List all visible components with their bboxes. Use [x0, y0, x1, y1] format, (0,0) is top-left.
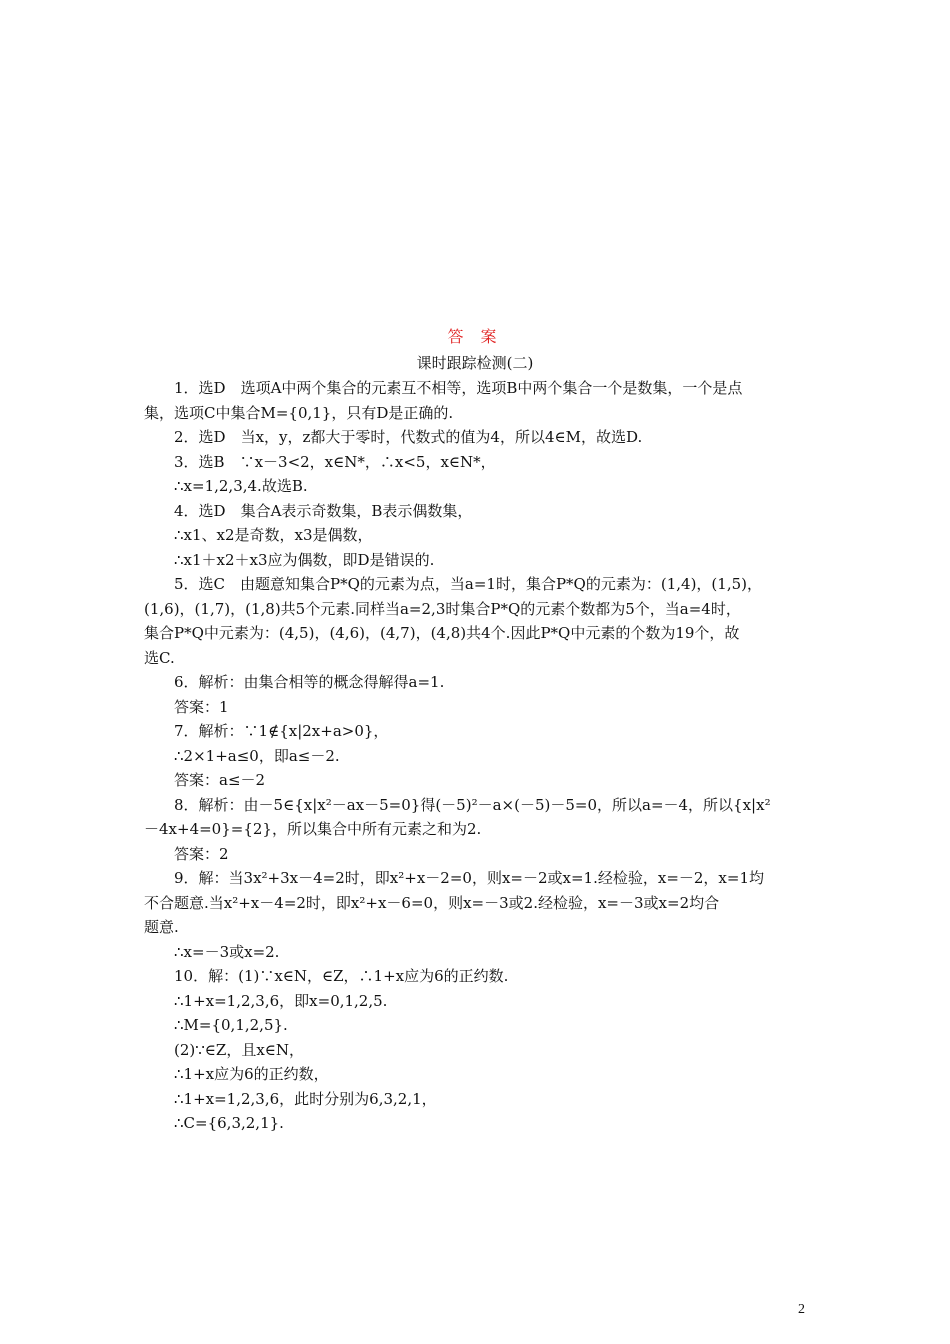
text-line: 2．选D 当x，y，z都大于零时，代数式的值为4，所以4∈M，故选D.	[174, 428, 643, 446]
text-line: ∴x1、x2是奇数，x3是偶数，	[174, 526, 373, 544]
text-line: 不合题意.当x²+x－4=2时，即x²+x－6=0，则x=－3或2.经检验，x=－3或x=2均合	[144, 893, 720, 912]
text-line: (1,6)，(1,7)，(1,8)共5个元素.同样当a=2,3时集合P*Q的元素个数都为5个，当a=4时，	[144, 599, 741, 618]
text-line: 6．解析：由集合相等的概念得解得a=1.	[174, 673, 445, 691]
text-line: ∴x=1,2,3,4.故选B.	[174, 477, 308, 495]
text-line: 5．选C 由题意知集合P*Q的元素为点，当a=1时，集合P*Q的元素为：(1,4)，(1,5)，	[174, 575, 762, 593]
text-line: 9．解：当3x²+3x－4=2时，即x²+x－2=0，则x=－2或x=1.经检验，x=－2，x=1均	[174, 869, 764, 887]
text-line: ∴x=－3或x=2.	[174, 942, 280, 961]
text-line: 题意.	[144, 918, 179, 936]
text-line: ∴1+x应为6的正约数，	[174, 1065, 329, 1083]
text-line: ∴x1＋x2＋x3应为偶数，即D是错误的.	[174, 550, 435, 569]
text-line: ∴1+x=1,2,3,6，此时分别为6,3,2,1，	[174, 1089, 437, 1108]
text-line: 集合P*Q中元素为：(4,5)，(4,6)，(4,7)，(4,8)共4个.因此P*Q中元素的个数为19个，故	[144, 624, 740, 642]
text-line: 3．选B ∵x－3<2，x∈N*，∴x<5，x∈N*，	[174, 452, 496, 471]
text-line: 8．解析：由－5∈{x|x²－ax－5=0}得(－5)²－a×(－5)－5=0，所以a=－4，所以{x|x²	[174, 795, 771, 814]
text-line: ∴C={6,3,2,1}.	[174, 1114, 284, 1132]
page-number: 2	[798, 1302, 805, 1317]
text-line: 答案：1	[174, 697, 229, 716]
text-line: －4x+4=0}={2}，所以集合中所有元素之和为2.	[144, 820, 482, 838]
text-line: ∴M={0,1,2,5}.	[174, 1016, 288, 1034]
text-line: 1．选D 选项A中两个集合的元素互不相等，选项B中两个集合一个是数集，一个是点	[174, 379, 743, 397]
text-line: 10．解：(1)∵x∈N，∈Z，∴1+x应为6的正约数.	[174, 967, 509, 985]
section-subtitle: 课时跟踪检测(二)	[416, 354, 534, 372]
text-line: 4．选D 集合A表示奇数集，B表示偶数集，	[174, 501, 473, 520]
text-line: 答案：2	[174, 844, 229, 863]
text-line: (2)∵∈Z，且x∈N，	[174, 1040, 305, 1059]
text-line: ∴2×1+a≤0，即a≤－2.	[174, 746, 340, 765]
answer-title: 答 案	[447, 327, 503, 346]
text-line: 选C.	[144, 648, 175, 667]
text-line: 7．解析：∵1∉{x|2x+a>0}，	[174, 722, 389, 740]
text-line: ∴1+x=1,2,3,6，即x=0,1,2,5.	[174, 991, 388, 1010]
answer-body	[144, 376, 814, 1136]
text-line: 集，选项C中集合M={0,1}，只有D是正确的.	[144, 403, 454, 422]
text-line: 答案：a≤－2	[174, 771, 266, 789]
